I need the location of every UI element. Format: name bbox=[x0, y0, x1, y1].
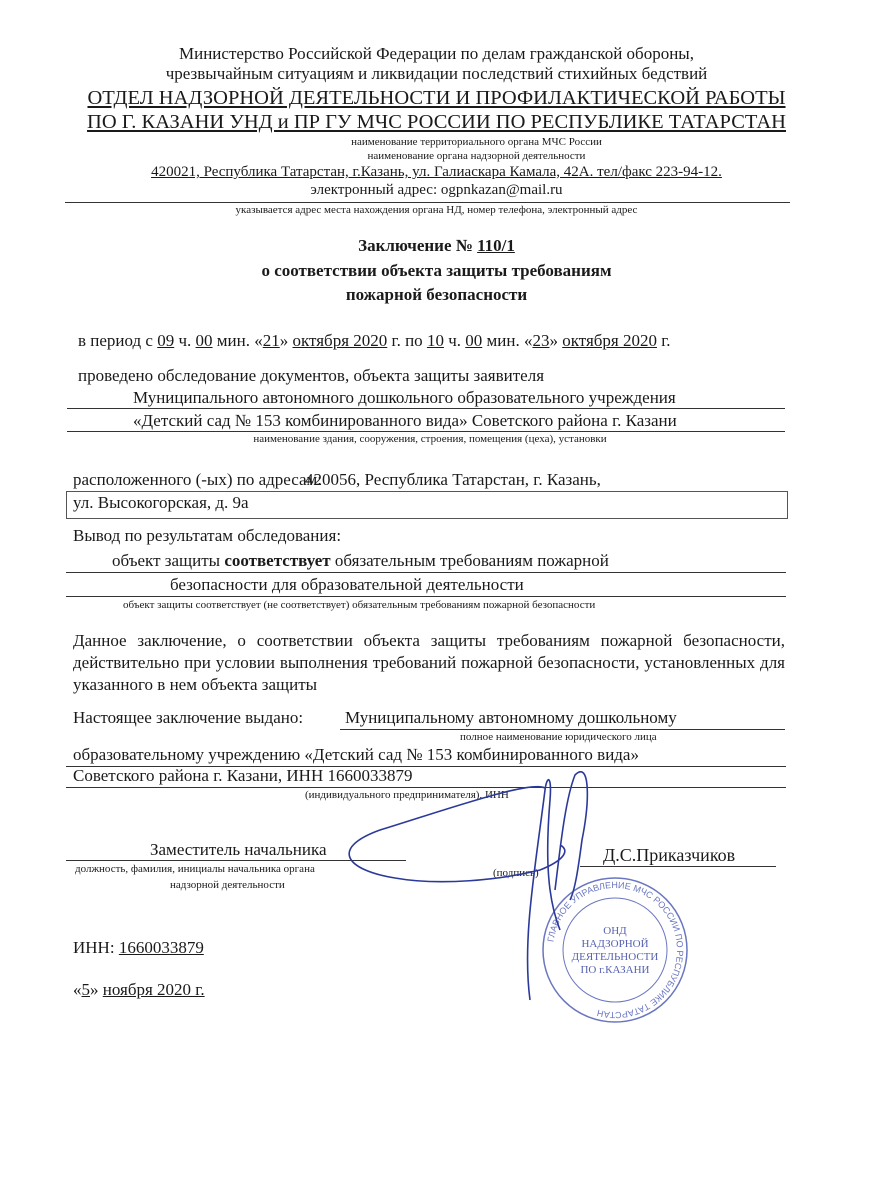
caption-conclusion: объект защиты соответствует (не соответствует) обязательным требованиям пожарной безопасности bbox=[123, 599, 596, 611]
underline bbox=[66, 787, 786, 788]
address-line-1: 420056, Республика Татарстан, г. Казань, bbox=[305, 470, 601, 489]
caption-supervisory-body: наименование органа надзорной деятельности bbox=[367, 150, 586, 162]
compliance-status: соответствует bbox=[224, 551, 331, 570]
underline bbox=[66, 572, 786, 573]
department-line-2: ПО Г. КАЗАНИ УНД и ПР ГУ МЧС РОССИИ ПО РЕСПУБЛИКЕ ТАТАРСТАН bbox=[87, 111, 786, 133]
validity-paragraph: Данное заключение, о соответствии объекта защиты требованиям пожарной безопасности, действительно при условии выполнения требований пожарной безопасности, установленных для указанного в нем объекта защиты bbox=[73, 631, 785, 694]
issued-line-3: Советского района г. Казани, ИНН 1660033879 bbox=[73, 766, 413, 785]
caption-position-line-1: должность, фамилия, инициалы начальника органа bbox=[75, 863, 315, 875]
ministry-line-1: Министерство Российской Федерации по делам гражданской обороны, bbox=[179, 44, 694, 63]
applicant-line-2: «Детский сад № 153 комбинированного вида» Советского района г. Казани bbox=[133, 411, 677, 430]
stamp-center-line-1: ОНД bbox=[603, 925, 627, 937]
caption-entrepreneur: (индивидуального предпринимателя), ИНН bbox=[305, 789, 509, 801]
signatory-name: Д.С.Приказчиков bbox=[603, 845, 736, 865]
department-line-1: ОТДЕЛ НАДЗОРНОЙ ДЕЯТЕЛЬНОСТИ И ПРОФИЛАКТИЧЕСКОЙ РАБОТЫ bbox=[87, 87, 786, 109]
title-prefix: Заключение № bbox=[358, 236, 478, 255]
conclusion-line-2: безопасности для образовательной деятельности bbox=[170, 575, 524, 594]
issued-line-2: образовательному учреждению «Детский сад № 153 комбинированного вида» bbox=[73, 745, 639, 764]
conclusion-label: Вывод по результатам обследования: bbox=[73, 526, 342, 545]
underline bbox=[67, 408, 785, 409]
caption-signature: (подпись) bbox=[493, 867, 539, 879]
issued-label: Настоящее заключение выдано: bbox=[73, 708, 304, 727]
inspection-intro: проведено обследование документов, объекта защиты заявителя bbox=[78, 366, 545, 385]
caption-building: наименование здания, сооружения, строения, помещения (цеха), установки bbox=[253, 433, 607, 445]
underline bbox=[580, 866, 776, 867]
title-line-2: о соответствии объекта защиты требованиям bbox=[261, 261, 612, 280]
stamp-center-line-3: ДЕЯТЕЛЬНОСТИ bbox=[571, 951, 659, 963]
issued-line-1: Муниципальному автономному дошкольному bbox=[345, 708, 677, 727]
stamp-center-line-2: НАДЗОРНОЙ bbox=[581, 938, 649, 950]
underline bbox=[66, 860, 406, 861]
office-address: 420021, Республика Татарстан, г.Казань, ул. Галиаскара Камала, 42А. тел/факс 223-94-12. bbox=[151, 164, 722, 180]
caption-legal-entity: полное наименование юридического лица bbox=[460, 731, 657, 743]
title-line-3: пожарной безопасности bbox=[345, 285, 528, 304]
signatory-position: Заместитель начальника bbox=[150, 840, 327, 859]
caption-address: указывается адрес места нахождения органа НД, номер телефона, электронный адрес bbox=[235, 204, 638, 216]
caption-position-line-2: надзорной деятельности bbox=[170, 879, 285, 891]
footer-inn: ИНН: 1660033879 bbox=[73, 938, 204, 957]
inspection-period: в период с 09 ч. 00 мин. «21» октября 2020 г. по 10 ч. 00 мин. «23» октября 2020 г. bbox=[78, 331, 671, 350]
applicant-line-1: Муниципального автономного дошкольного образовательного учреждения bbox=[133, 388, 676, 407]
address-line-2: ул. Высокогорская, д. 9а bbox=[73, 493, 249, 512]
conclusion-line-1: объект защиты соответствует обязательным требованиям пожарной bbox=[112, 551, 609, 570]
divider bbox=[65, 202, 790, 203]
caption-territorial-body: наименование территориального органа МЧС России bbox=[351, 136, 602, 148]
ministry-line-2: чрезвычайным ситуациям и ликвидации последствий стихийных бедствий bbox=[165, 64, 708, 83]
address-label: расположенного (-ых) по адресам: bbox=[73, 470, 323, 489]
underline bbox=[340, 729, 785, 730]
stamp-center-line-4: ПО г.КАЗАНИ bbox=[580, 964, 650, 976]
underline bbox=[66, 596, 786, 597]
official-stamp bbox=[540, 875, 690, 1025]
issue-date: «5» ноября 2020 г. bbox=[73, 980, 205, 999]
svg-text:ГЛАВНОЕ УПРАВЛЕНИЕ МЧС РОССИИ: ГЛАВНОЕ УПРАВЛЕНИЕ МЧС РОССИИ ПО РЕСПУБЛИКЕ ТАТАРСТАН bbox=[545, 879, 686, 1021]
office-email: электронный адрес: ogpnkazan@mail.ru bbox=[310, 182, 563, 198]
underline bbox=[67, 431, 785, 432]
document-number: 110/1 bbox=[477, 236, 515, 255]
document-title bbox=[0, 236, 873, 256]
